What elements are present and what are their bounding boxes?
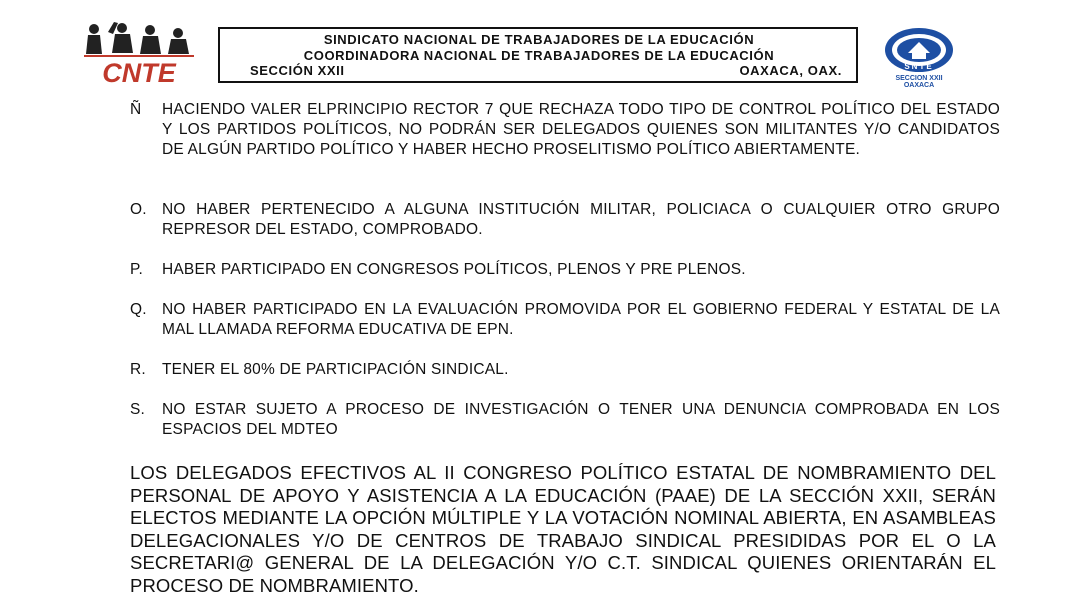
coordinator-name: COORDINADORA NACIONAL DE TRABAJADORES DE LA EDUCACIÓN (303, 47, 775, 63)
svg-text:OAXACA: OAXACA (903, 82, 935, 88)
item-letter: Q. (130, 301, 147, 318)
svg-text:SECCION XXII: SECCION XXII (895, 75, 943, 82)
item-letter: P. (130, 261, 144, 278)
location-label: OAXACA, OAX. (739, 63, 842, 78)
delegates-election-paragraph: LOS DELEGADOS EFECTIVOS AL II CONGRESO POLÍTICO ESTATAL DE NOMBRAMIENTO DEL PERSONAL DE APOYO Y ASISTENCIA A LA EDUCACIÓN (PAAE) DE LA SECCIÓN XXII, SERÁN ELECTOS MEDIANTE LA OPCIÓN MÚLTIPLE Y LA VOTACIÓN NOMINAL ABIERTA, EN ASAMBLEAS DELEGACIONALES Y/O DE CENTROS DE TRABAJO SINDICAL PRESIDIDAS POR EL O LA SECRETARI@ GENERAL DE LA DELEGACIÓN Y/O C.T. SINDICAL QUIENES ORIENTARÁN EL PROCESO DE NOMBRAMIENTO. (130, 462, 996, 596)
item-text: HACIENDO VALER ELPRINCIPIO RECTOR 7 QUE RECHAZA TODO TIPO DE CONTROL POLÍTICO DEL ESTADO Y LOS PARTIDOS POLÍTICOS, NO PODRÁN SER DELEGADOS QUIENES SON MILITANTES Y/O CANDIDATOS DE ALGÚN PARTIDO POLÍTICO Y HABER HECHO PROSELITISMO POLÍTICO ABIERTAMENTE. (162, 101, 1000, 158)
svg-text:CNTE: CNTE (102, 58, 176, 86)
item-text: HABER PARTICIPADO EN CONGRESOS POLÍTICOS, PLENOS Y PRE PLENOS. (162, 261, 746, 278)
item-letter: R. (130, 361, 146, 378)
requirement-item (130, 200, 1000, 240)
item-text: NO HABER PARTICIPADO EN LA EVALUACIÓN PROMOVIDA POR EL GOBIERNO FEDERAL Y ESTATAL DE LA MAL LLAMADA REFORMA EDUCATIVA DE EPN. (162, 301, 1000, 338)
item-letter: Ñ (130, 101, 142, 118)
document-header (0, 0, 1068, 92)
requirement-item (130, 300, 1000, 340)
item-letter: O. (130, 201, 147, 218)
item-text: TENER EL 80% DE PARTICIPACIÓN SINDICAL. (162, 361, 509, 378)
item-text: NO HABER PERTENECIDO A ALGUNA INSTITUCIÓN MILITAR, POLICIACA O CUALQUIER OTRO GRUPO REPRESOR DEL ESTADO, COMPROBADO. (162, 201, 1000, 238)
cnte-logo (78, 20, 200, 86)
requirement-item (130, 100, 1000, 160)
snte-seal-icon (868, 26, 970, 88)
item-text: NO ESTAR SUJETO A PROCESO DE INVESTIGACIÓN O TENER UNA DENUNCIA COMPROBADA EN LOS ESPACIOS DEL MDTEO (162, 401, 1000, 438)
requirement-item (130, 360, 1000, 380)
svg-text:SNTE: SNTE (904, 62, 934, 71)
item-letter: S. (130, 401, 146, 418)
union-name: SINDICATO NACIONAL DE TRABAJADORES DE LA EDUCACIÓN (323, 32, 755, 47)
union-title-box (218, 27, 858, 83)
snte-logo (868, 26, 970, 88)
cnte-figures-icon (78, 20, 200, 86)
requirement-item (130, 260, 1000, 280)
requirement-item (130, 400, 1000, 440)
section-label: SECCIÓN XXII (250, 63, 345, 78)
